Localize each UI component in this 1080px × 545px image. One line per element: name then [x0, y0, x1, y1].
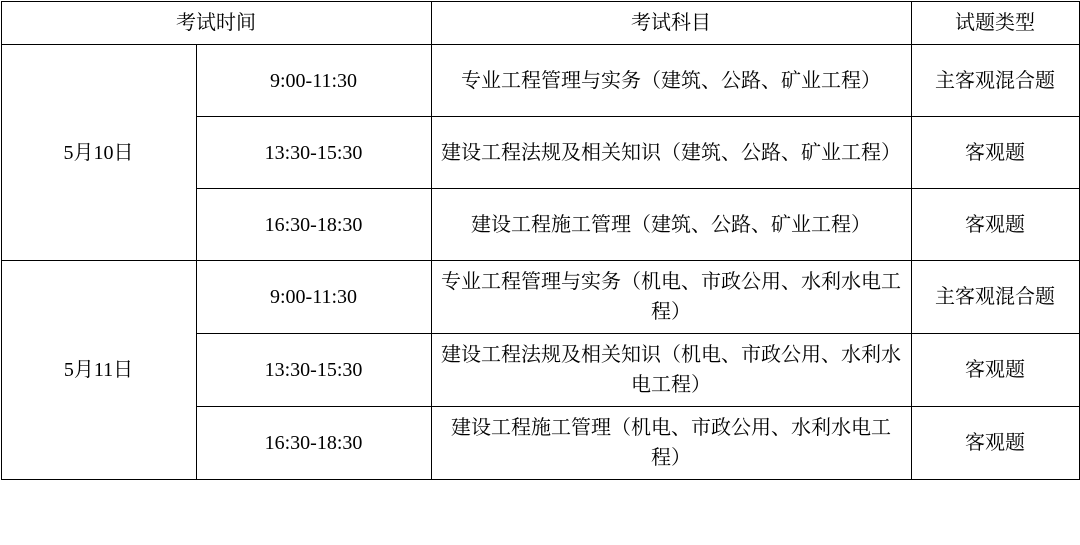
- subject-cell: 建设工程施工管理（机电、市政公用、水利水电工程）: [431, 407, 911, 480]
- time-cell: 9:00-11:30: [196, 261, 431, 334]
- subject-cell: 专业工程管理与实务（建筑、公路、矿业工程）: [431, 45, 911, 117]
- table-body: [1, 45, 1079, 480]
- type-cell: 主客观混合题: [911, 45, 1079, 117]
- exam-schedule-table: [1, 1, 1080, 480]
- subject-cell: 建设工程施工管理（建筑、公路、矿业工程）: [431, 189, 911, 261]
- time-cell: 9:00-11:30: [196, 45, 431, 117]
- time-cell: 16:30-18:30: [196, 189, 431, 261]
- table-header-row: [1, 2, 1079, 45]
- header-question-type: 试题类型: [911, 2, 1079, 45]
- subject-cell: 建设工程法规及相关知识（机电、市政公用、水利水电工程）: [431, 334, 911, 407]
- type-cell: 客观题: [911, 334, 1079, 407]
- header-exam-subject: 考试科目: [431, 2, 911, 45]
- type-cell: 主客观混合题: [911, 261, 1079, 334]
- table-header: [1, 2, 1079, 45]
- time-cell: 13:30-15:30: [196, 334, 431, 407]
- date-cell-day1: 5月10日: [1, 45, 196, 261]
- type-cell: 客观题: [911, 407, 1079, 480]
- type-cell: 客观题: [911, 117, 1079, 189]
- subject-cell: 建设工程法规及相关知识（建筑、公路、矿业工程）: [431, 117, 911, 189]
- date-cell-day2: 5月11日: [1, 261, 196, 480]
- table-row: [1, 261, 1079, 334]
- table-row: [1, 45, 1079, 117]
- time-cell: 16:30-18:30: [196, 407, 431, 480]
- type-cell: 客观题: [911, 189, 1079, 261]
- time-cell: 13:30-15:30: [196, 117, 431, 189]
- header-exam-time: 考试时间: [1, 2, 431, 45]
- subject-cell: 专业工程管理与实务（机电、市政公用、水利水电工程）: [431, 261, 911, 334]
